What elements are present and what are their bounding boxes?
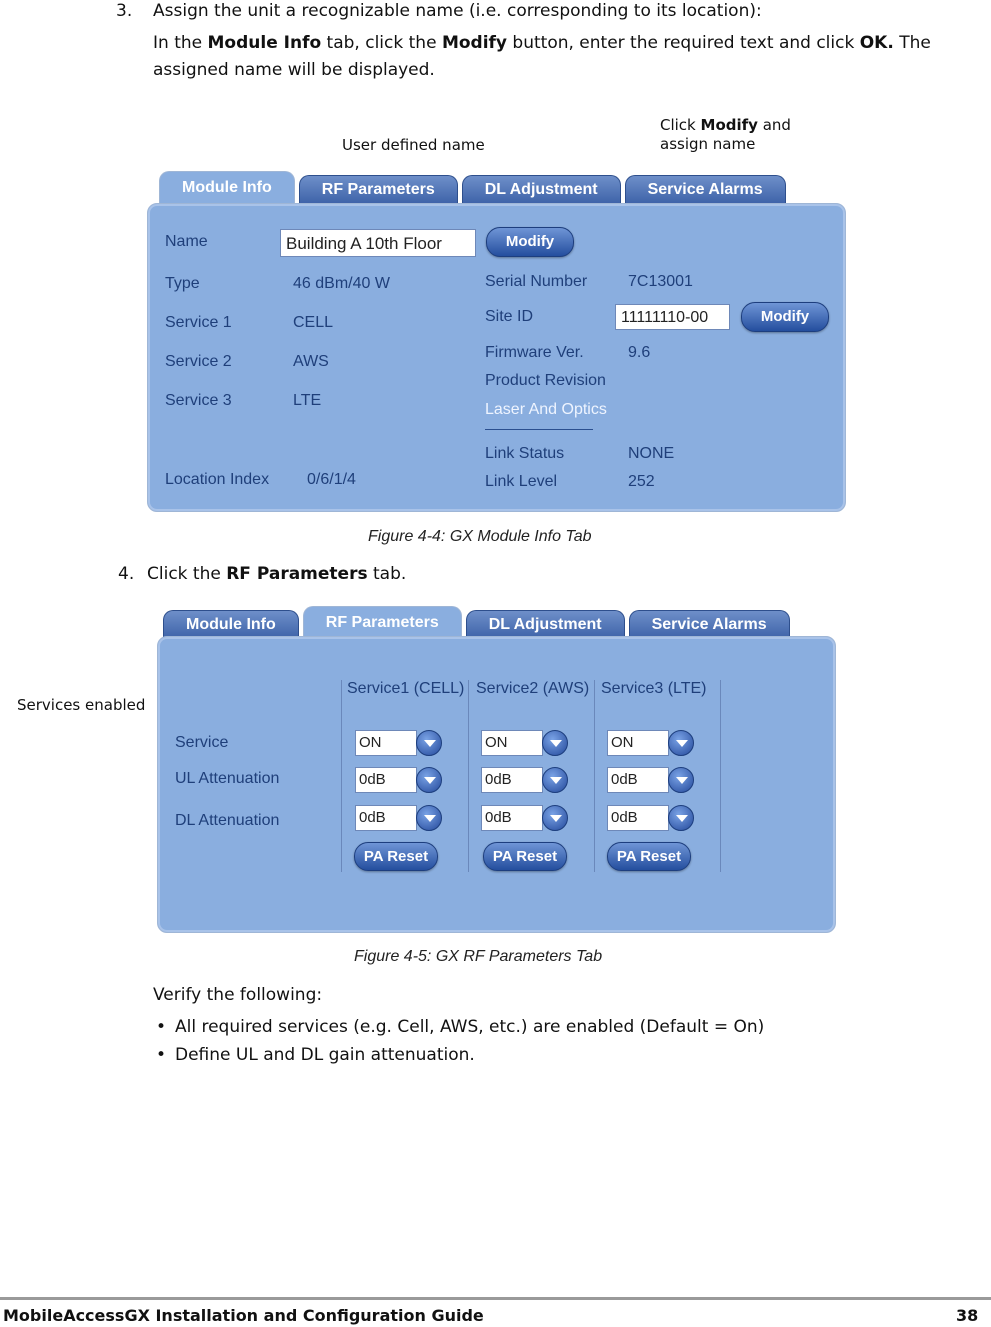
annotation-user-defined-name: User defined name xyxy=(342,136,485,154)
value-service-1: CELL xyxy=(293,314,334,331)
site-id-input[interactable]: 11111110-00 xyxy=(615,304,730,330)
bullet-item: All required services (e.g. Cell, AWS, etc.) are enabled (Default = On) xyxy=(175,1017,765,1037)
dropdown-arrow-icon[interactable] xyxy=(542,730,568,756)
annotation-services-enabled: Services enabled xyxy=(17,696,146,714)
service3-ul-select[interactable]: 0dB xyxy=(607,767,669,793)
label-product-revision: Product Revision xyxy=(485,372,606,389)
value-firmware: 9.6 xyxy=(628,344,651,361)
dropdown-arrow-icon[interactable] xyxy=(542,805,568,831)
tab-dl-adjustment[interactable]: DL Adjustment xyxy=(462,175,621,204)
text-run: and xyxy=(757,116,791,134)
dropdown-arrow-icon[interactable] xyxy=(416,767,442,793)
tab-dl-adjustment[interactable]: DL Adjustment xyxy=(466,610,625,639)
dropdown-arrow-icon[interactable] xyxy=(668,767,694,793)
label-location-index: Location Index xyxy=(165,471,270,488)
label-link-status: Link Status xyxy=(485,445,565,462)
text-run: Click xyxy=(660,116,701,134)
value-service-2: AWS xyxy=(293,353,329,370)
text-run: Click the xyxy=(147,564,227,584)
service1-dl-select[interactable]: 0dB xyxy=(355,805,417,831)
column-divider xyxy=(594,680,595,872)
step3-number: 3. xyxy=(116,1,133,21)
label-service-1: Service 1 xyxy=(165,314,232,331)
label-type: Type xyxy=(165,275,200,292)
verify-title: Verify the following: xyxy=(153,985,323,1005)
value-link-status: NONE xyxy=(628,445,675,462)
footer-rule xyxy=(0,1297,991,1300)
header-service3: Service3 (LTE) xyxy=(601,680,707,697)
page-number: 38 xyxy=(956,1306,979,1325)
bold-modify: Modify xyxy=(441,33,508,53)
value-serial-number: 7C13001 xyxy=(628,273,693,290)
bullet-dot: • xyxy=(156,1017,167,1037)
pa-reset-button-2[interactable]: PA Reset xyxy=(483,842,567,871)
tab-bar xyxy=(159,171,790,204)
step3-paragraph xyxy=(153,32,931,54)
name-input[interactable]: Building A 10th Floor xyxy=(280,229,476,257)
service2-ul-select[interactable]: 0dB xyxy=(481,767,543,793)
value-location-index: 0/6/1/4 xyxy=(307,471,356,488)
service1-state-select[interactable]: ON xyxy=(355,730,417,756)
label-serial-number: Serial Number xyxy=(485,273,588,290)
label-service: Service xyxy=(175,734,229,751)
step4-number: 4. xyxy=(118,564,135,584)
dropdown-arrow-icon[interactable] xyxy=(668,805,694,831)
tab-service-alarms[interactable]: Service Alarms xyxy=(629,610,790,639)
label-firmware: Firmware Ver. xyxy=(485,344,584,361)
text-run: tab, click the xyxy=(321,33,442,53)
label-site-id: Site ID xyxy=(485,308,534,325)
bold-module-info: Module Info xyxy=(207,33,322,53)
label-ul-attenuation: UL Attenuation xyxy=(175,770,280,787)
tab-bar xyxy=(163,606,794,639)
bullet-item: Define UL and DL gain attenuation. xyxy=(175,1045,475,1065)
value-link-level: 252 xyxy=(628,473,655,490)
pa-reset-button-1[interactable]: PA Reset xyxy=(354,842,438,871)
value-type: 46 dBm/40 W xyxy=(293,275,390,292)
modify-name-button[interactable]: Modify xyxy=(486,227,574,257)
bold-rf-parameters: RF Parameters xyxy=(226,564,368,584)
text-run: button, enter the required text and click xyxy=(507,33,860,53)
step4-text xyxy=(147,563,406,585)
tab-service-alarms[interactable]: Service Alarms xyxy=(625,175,786,204)
header-service1: Service1 (CELL) xyxy=(347,680,465,697)
text-run: assign name xyxy=(660,135,756,153)
annotation-click-modify xyxy=(660,116,791,154)
label-service-3: Service 3 xyxy=(165,392,232,409)
value-service-3: LTE xyxy=(293,392,322,409)
bullet-dot: • xyxy=(156,1045,167,1065)
service2-dl-select[interactable]: 0dB xyxy=(481,805,543,831)
step3-paragraph-line2: assigned name will be displayed. xyxy=(153,60,435,80)
module-info-figure xyxy=(147,165,847,513)
text-run: tab. xyxy=(367,564,407,584)
dropdown-arrow-icon[interactable] xyxy=(668,730,694,756)
figure-4-5-caption: Figure 4-5: GX RF Parameters Tab xyxy=(354,948,603,965)
dropdown-arrow-icon[interactable] xyxy=(416,730,442,756)
dropdown-arrow-icon[interactable] xyxy=(416,805,442,831)
text-run: In the xyxy=(153,33,208,53)
label-name: Name xyxy=(165,233,208,250)
service2-state-select[interactable]: ON xyxy=(481,730,543,756)
text-run: The xyxy=(893,33,931,53)
header-service2: Service2 (AWS) xyxy=(476,680,590,697)
tab-rf-parameters[interactable]: RF Parameters xyxy=(303,606,462,639)
tab-module-info[interactable]: Module Info xyxy=(163,610,299,639)
rf-parameters-figure xyxy=(157,602,837,934)
label-service-2: Service 2 xyxy=(165,353,232,370)
service3-dl-select[interactable]: 0dB xyxy=(607,805,669,831)
column-divider xyxy=(468,680,469,872)
modify-site-id-button[interactable]: Modify xyxy=(741,302,829,332)
step3-title: Assign the unit a recognizable name (i.e. corresponding to its location): xyxy=(153,1,762,21)
link-laser-and-optics[interactable]: Laser And Optics xyxy=(485,401,607,418)
column-divider xyxy=(720,680,721,872)
tab-rf-parameters[interactable]: RF Parameters xyxy=(299,175,458,204)
footer-title: MobileAccessGX Installation and Configuration Guide xyxy=(3,1306,484,1325)
service1-ul-select[interactable]: 0dB xyxy=(355,767,417,793)
column-divider xyxy=(341,680,342,872)
label-dl-attenuation: DL Attenuation xyxy=(175,812,280,829)
service3-state-select[interactable]: ON xyxy=(607,730,669,756)
bold-ok: OK. xyxy=(859,33,894,53)
figure-4-4-caption: Figure 4-4: GX Module Info Tab xyxy=(368,528,592,545)
dropdown-arrow-icon[interactable] xyxy=(542,767,568,793)
label-link-level: Link Level xyxy=(485,473,558,490)
pa-reset-button-3[interactable]: PA Reset xyxy=(607,842,691,871)
tab-module-info[interactable]: Module Info xyxy=(159,171,295,204)
bold-modify: Modify xyxy=(700,116,758,134)
divider xyxy=(485,429,593,430)
